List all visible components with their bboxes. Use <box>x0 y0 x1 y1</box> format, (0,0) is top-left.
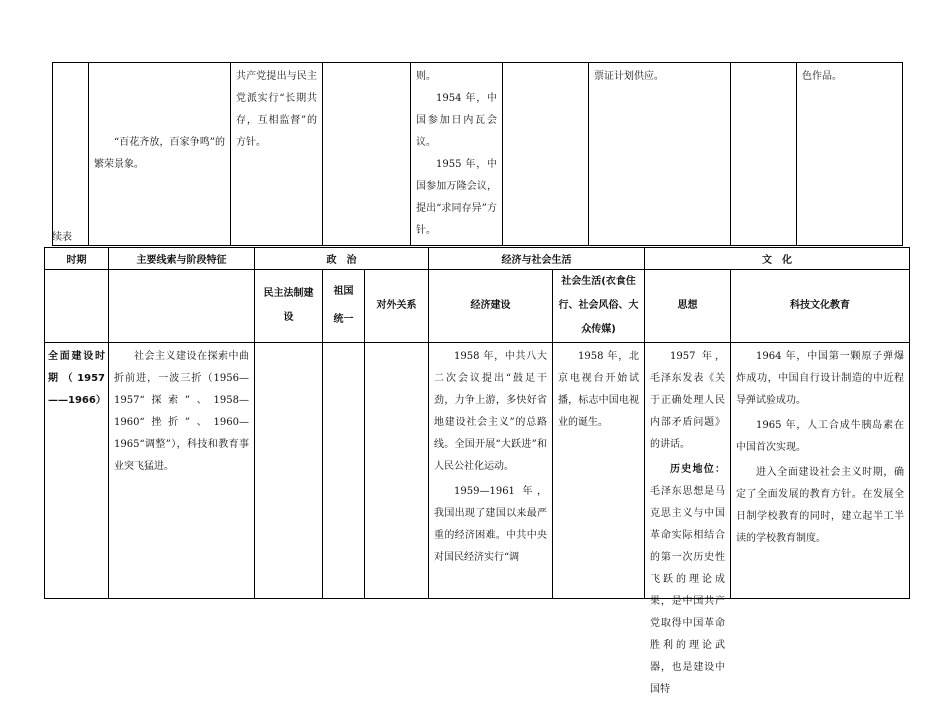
subheader-unification: 祖国统一 <box>323 270 365 343</box>
top-cell-1 <box>53 63 89 246</box>
historical-status-label: 历史地位： <box>670 464 726 475</box>
cell-foreign <box>365 343 429 599</box>
header-economy: 经济与社会生活 <box>429 248 645 270</box>
cell-education <box>731 343 910 599</box>
social-text: 1958 年，北京电视台开始试播，标志中国电视业的诞生。 <box>558 351 640 428</box>
thought-paragraph-2 <box>645 459 730 704</box>
hundred-flowers-text: “百花齐放，百家争鸣”的繁荣景象。 <box>94 137 225 170</box>
foreign-line-1: 1954 年，中国参加日内瓦会议。 <box>416 93 497 148</box>
top-cell-6 <box>503 63 589 246</box>
previous-table-fragment <box>52 62 903 246</box>
coexistence-text: 共产党提出与民主党派实行“长期共存，互相监督”的方针。 <box>236 71 317 148</box>
works-text: 色作品。 <box>802 71 842 82</box>
economic-paragraph-1: 1958 年，中共八大二次会议提出“鼓足干劲，力争上游，多快好省地建设社会主义”的总路线。全国开展“大跃进”和人民公社化运动。 <box>434 351 548 472</box>
foreign-relations-text <box>411 63 502 245</box>
subheader-empty-1 <box>45 270 109 343</box>
header-period: 时期 <box>45 248 109 270</box>
foreign-line-2: 1955 年，中国参加万隆会议，提出“求同存异”方针。 <box>416 159 497 236</box>
header-features: 主要线索与阶段特征 <box>109 248 255 270</box>
top-cell-7 <box>589 63 731 246</box>
education-paragraph-2: 1965 年，人工合成牛胰岛素在中国首次实现。 <box>736 420 905 453</box>
economic-paragraph-2: 1959—1961 年，我国出现了建国以来最严重的经济困难。中共中央对国民经济实行“调 <box>434 486 548 563</box>
cell-unification <box>323 343 365 599</box>
period-label: 全面建设时期（1957——1966） <box>48 351 106 406</box>
foreign-line-0: 则。 <box>416 71 436 82</box>
subheader-democracy: 民主法制建设 <box>255 270 323 343</box>
education-paragraph-1: 1964 年，中国第一颗原子弹爆炸成功，中国自行设计制造的中近程导弹试验成功。 <box>736 351 905 406</box>
top-cell-2 <box>89 63 231 246</box>
cell-social <box>553 343 645 599</box>
cell-economic <box>429 343 553 599</box>
top-cell-3 <box>231 63 323 246</box>
subheader-empty-2 <box>109 270 255 343</box>
header-culture: 文 化 <box>645 248 910 270</box>
thought-paragraph-1: 1957 年，毛泽东发表《关于正确处理人民内部矛盾问题》的讲话。 <box>650 351 726 450</box>
cell-thought <box>645 343 731 695</box>
header-politics: 政 治 <box>255 248 429 270</box>
subheader-thought: 思想 <box>645 270 731 343</box>
education-paragraph-3: 进入全面建设社会主义时期，确定了全面发展的教育方针。在发展全日制学校教育的同时，建立起半工半读的学校教育制度。 <box>736 467 905 544</box>
subheader-foreign: 对外关系 <box>365 270 429 343</box>
historical-status-text: 毛泽东思想是马克思主义与中国革命实际相结合的第一次历史性飞跃的理论成果，是中国共产党取得中国革命胜利的理论武器，也是建设中国特 <box>650 486 726 695</box>
history-summary-table <box>44 247 910 695</box>
subheader-economic: 经济建设 <box>429 270 553 343</box>
cell-features <box>109 343 255 599</box>
top-cell-9 <box>797 63 903 246</box>
top-cell-8 <box>731 63 797 246</box>
features-text: 社会主义建设在探索中曲折前进，一波三折（1956—1957“探索”、1958—1960“挫折”、1960—1965“调整”），科技和教育事业突飞猛进。 <box>114 351 249 472</box>
cell-period <box>45 343 109 599</box>
cell-democracy <box>255 343 323 599</box>
top-cell-5 <box>411 63 503 246</box>
continuation-label: 续表 <box>52 232 72 243</box>
subheader-education: 科技文化教育 <box>731 270 910 343</box>
subheader-social: 社会生活(衣食住行、社会风俗、大众传媒) <box>553 270 645 343</box>
ration-text: 票证计划供应。 <box>594 71 664 82</box>
top-cell-4 <box>323 63 411 246</box>
